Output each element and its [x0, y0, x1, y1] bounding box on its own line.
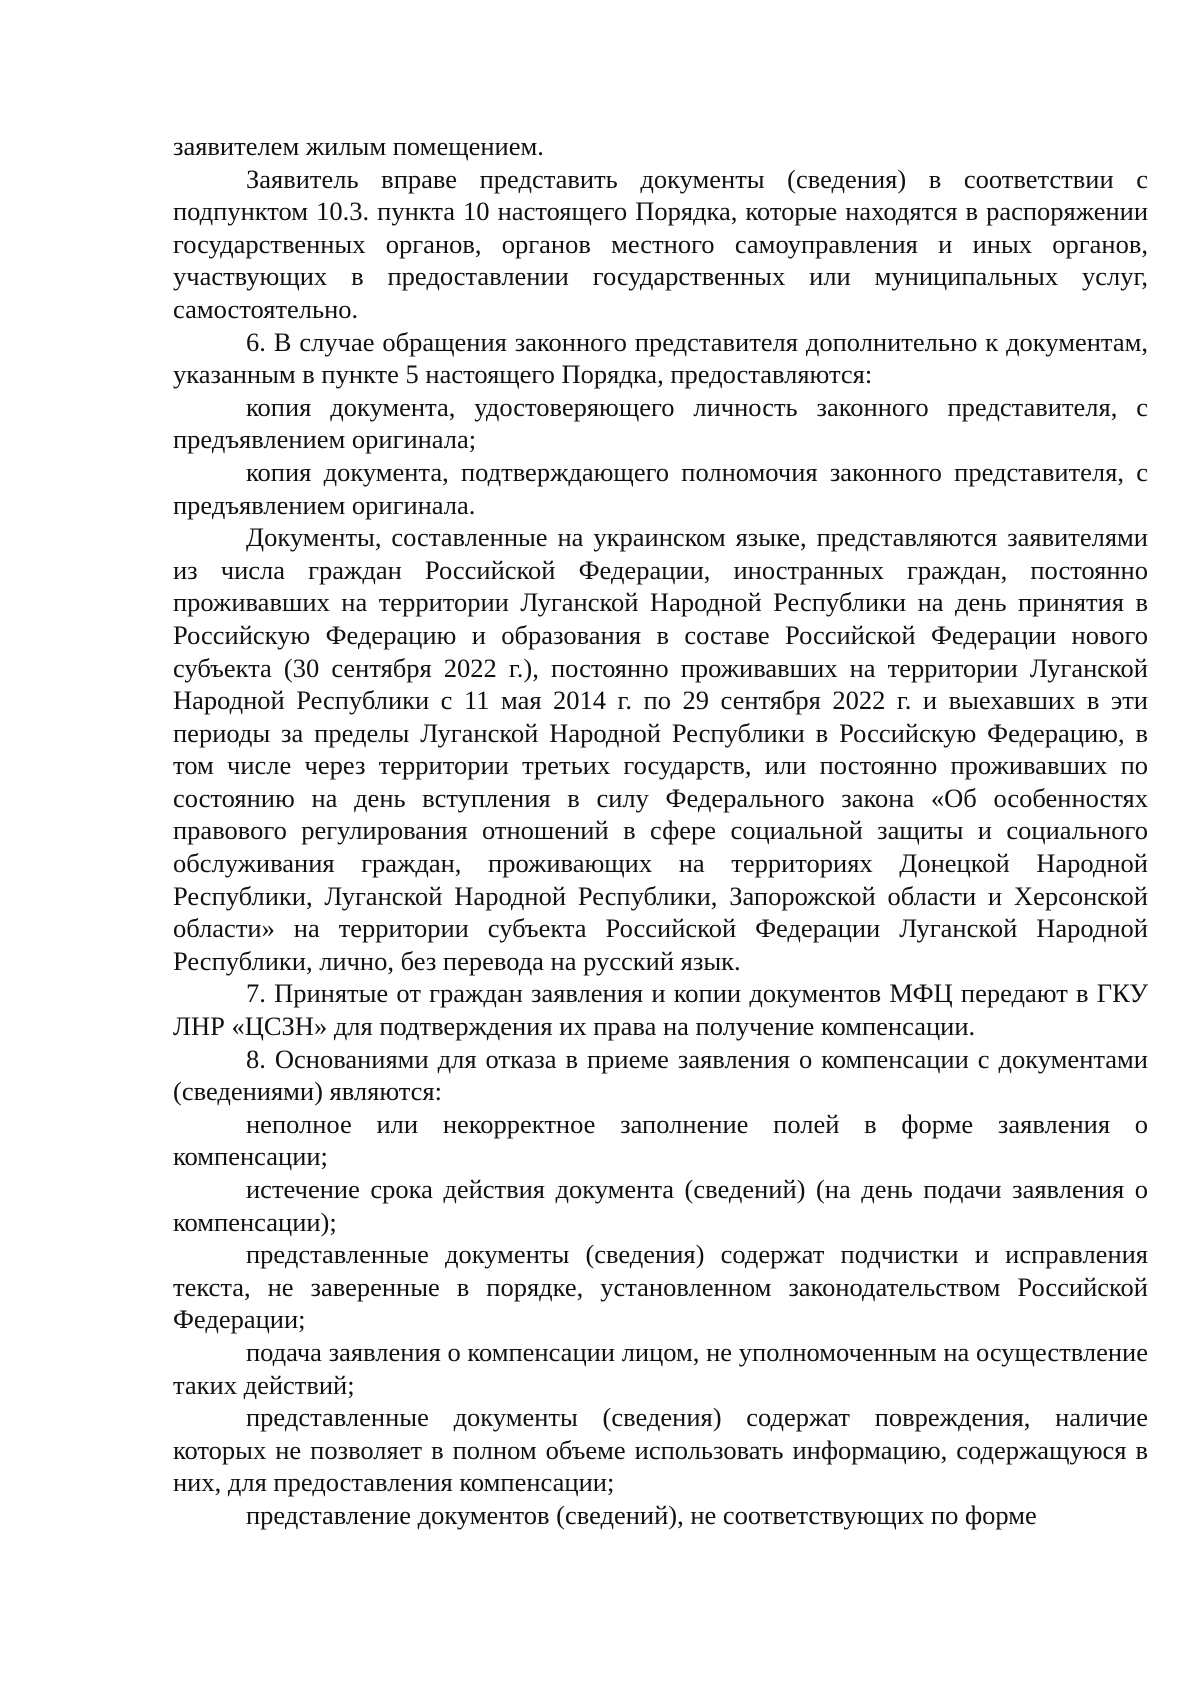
- paragraph-item-7: 7. Принятые от граждан заявления и копии документов МФЦ передают в ГКУ ЛНР «ЦСЗН» для подтверждения их права на получение компенсации.: [173, 978, 1148, 1042]
- paragraph-id-copy: копия документа, удостоверяющего личность законного представителя, с предъявлением оригинала;: [173, 391, 1148, 455]
- paragraph-refusal-unauthorized: подача заявления о компенсации лицом, не уполномоченным на осуществление таких действий;: [173, 1336, 1148, 1400]
- paragraph-applicant-right: Заявитель вправе представить документы (сведения) в соответствии с подпунктом 10.3. пункта 10 настоящего Порядка, которые находятся в распоряжении государственных органов, органов местного самоуправления и иных органов, участвующих в предоставлении государственных или муниципальных услуг, самостоятельно.: [173, 163, 1148, 324]
- paragraph-refusal-incomplete: неполное или некорректное заполнение полей в форме заявления о компенсации;: [173, 1108, 1148, 1172]
- paragraph-continuation: заявителем жилым помещением.: [173, 131, 544, 161]
- paragraph-refusal-damaged: представленные документы (сведения) содержат повреждения, наличие которых не позволяет в полном объеме использовать информацию, содержащуюся в них, для предоставления компенсации;: [173, 1402, 1148, 1498]
- paragraph-refusal-corrections: представленные документы (сведения) содержат подчистки и исправления текста, не заверенные в порядке, установленном законодательством Российской Федерации;: [173, 1239, 1148, 1335]
- paragraph-authority-copy: копия документа, подтверждающего полномочия законного представителя, с предъявлением оригинала.: [173, 456, 1148, 520]
- document-page: [173, 130, 1148, 1532]
- paragraph-refusal-expired: истечение срока действия документа (сведений) (на день подачи заявления о компенсации);: [173, 1174, 1148, 1237]
- paragraph-ukrainian-documents: Документы, составленные на украинском языке, представляются заявителями из числа граждан Российской Федерации, иностранных граждан, постоянно проживавших на территории Луганской Народной Республики на день принятия в Российскую Федерацию и образования в составе Российской Федерации нового субъекта (30 сентября 2022 г.), постоянно проживавших на территории Луганской Народной Республики с 11 мая 2014 г. по 29 сентября 2022 г. и выехавших в эти периоды за пределы Луганской Народной Республики в Российскую Федерацию, в том числе через территории третьих государств, или постоянно проживавших по состоянию на день вступления в силу Федерального закона «Об особенностях правового регулирования отношений в сфере социальной защиты и социального обслуживания граждан, проживающих на территориях Донецкой Народной Республики, Луганской Народной Республики, Запорожской области и Херсонской области» на территории субъекта Российской Федерации Луганской Народной Республики, лично, без перевода на русский язык.: [173, 522, 1148, 976]
- paragraph-item-8: 8. Основаниями для отказа в приеме заявления о компенсации с документами (сведениями) являются:: [173, 1043, 1148, 1107]
- paragraph-item-6: 6. В случае обращения законного представителя дополнительно к документам, указанным в пункте 5 настоящего Порядка, предоставляются:: [173, 326, 1148, 390]
- paragraph-refusal-form: представление документов (сведений), не соответствующих по форме: [246, 1499, 1037, 1530]
